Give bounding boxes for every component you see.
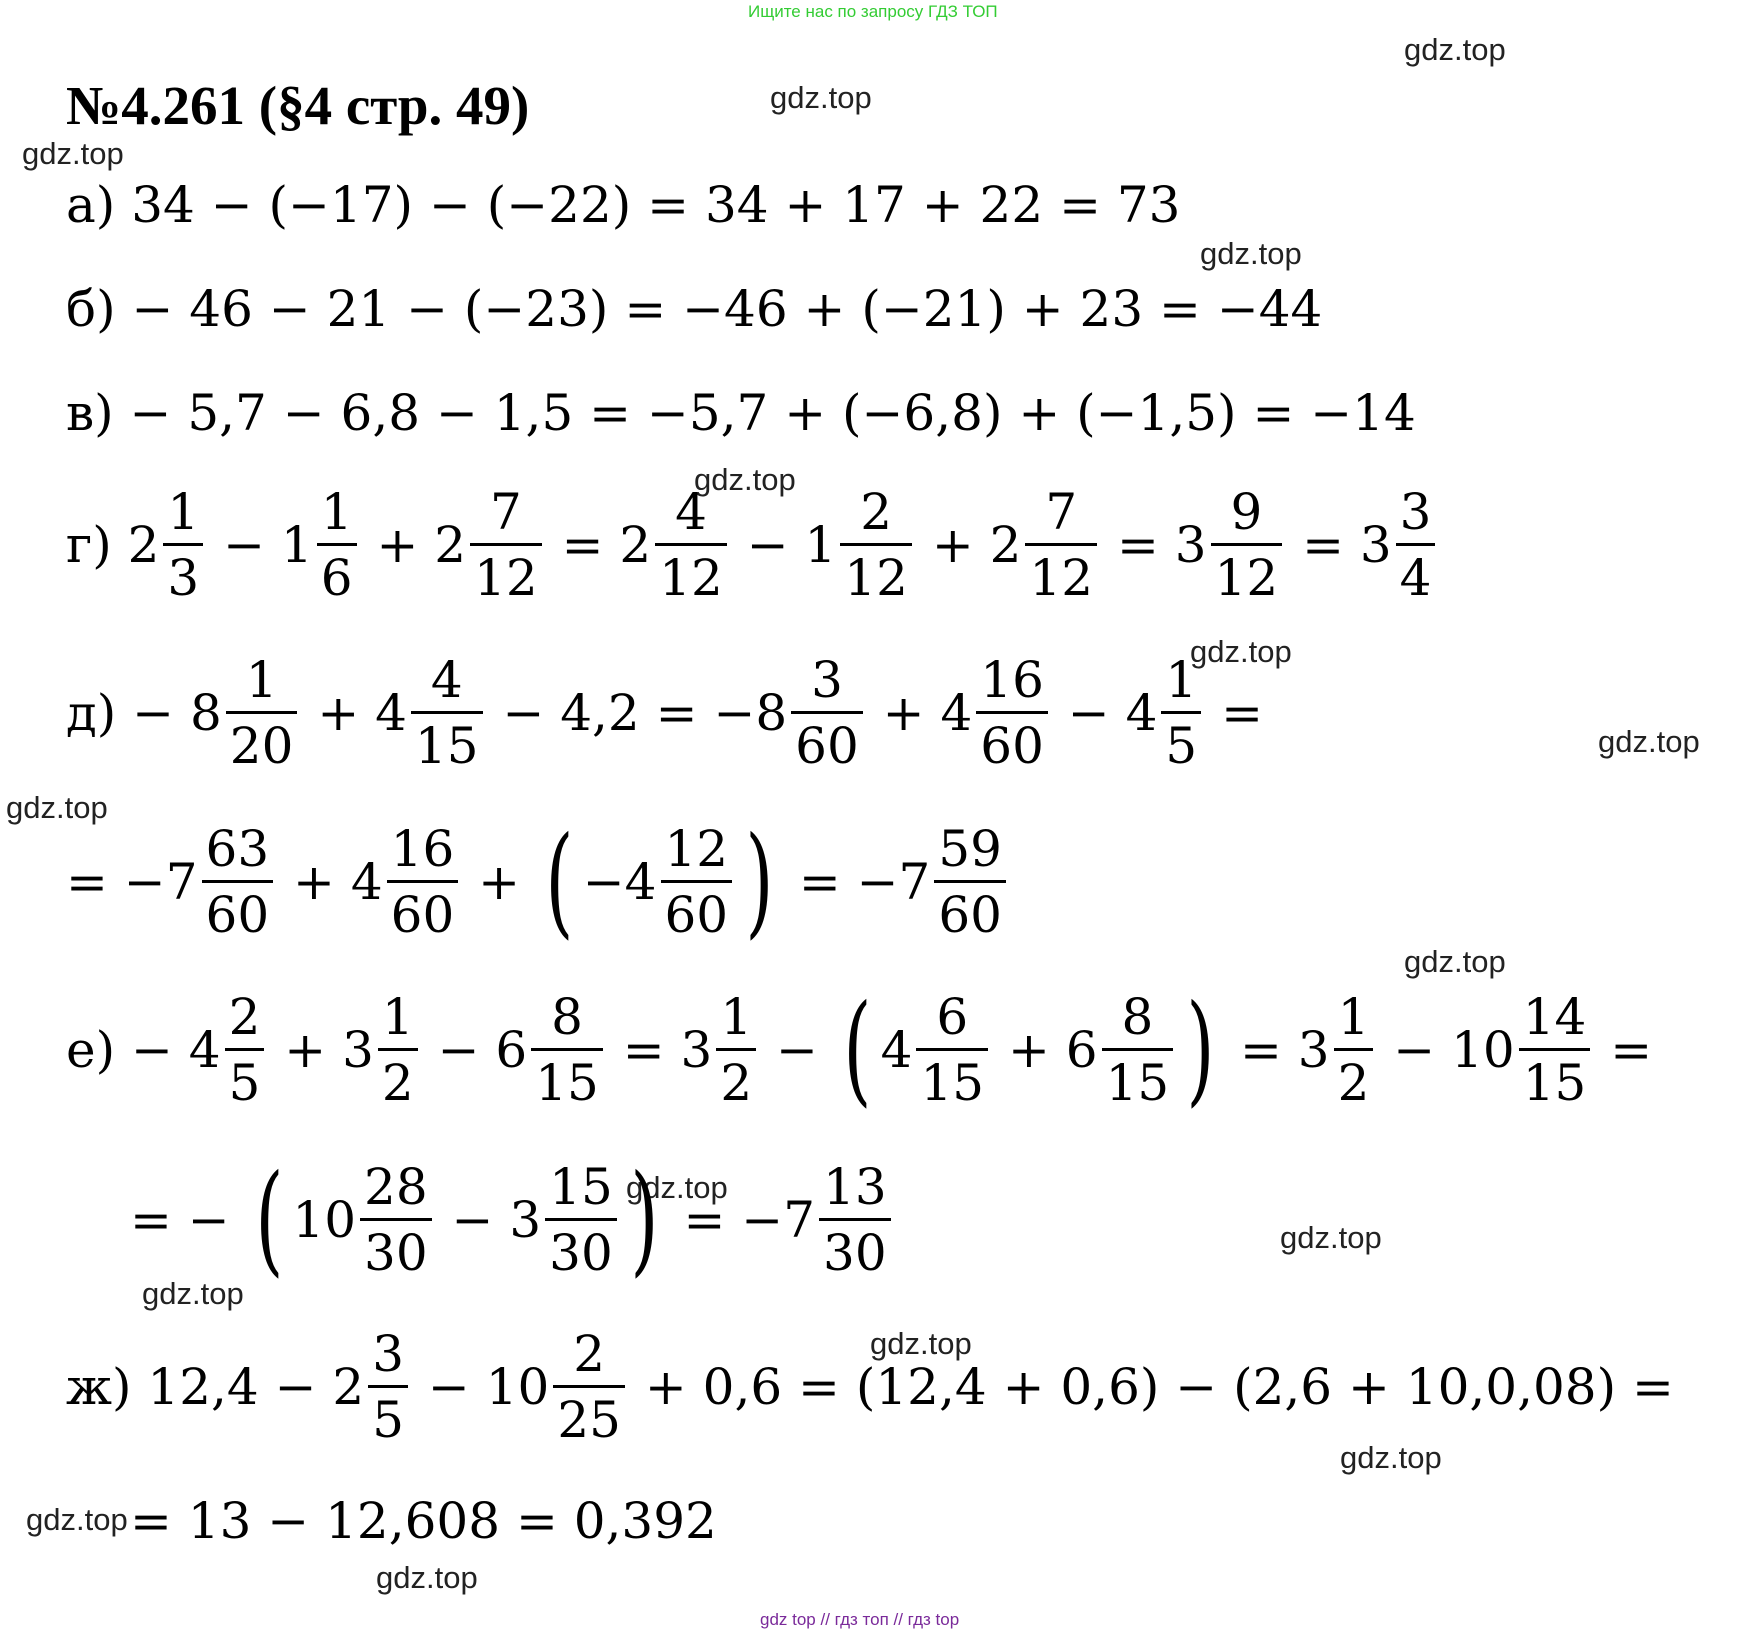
whole-part: 3	[509, 1191, 542, 1249]
fraction	[202, 820, 274, 944]
denominator: 60	[791, 711, 863, 773]
expr-label: = −	[130, 1191, 246, 1249]
solution-line-zh2: = 13 − 12,608 = 0,392	[130, 1492, 717, 1550]
numerator: 1	[1337, 988, 1370, 1046]
numerator: 4	[675, 483, 707, 541]
watermark: gdz.top	[626, 1170, 728, 1205]
watermark: gdz.top	[1280, 1220, 1382, 1255]
search-banner: Ищите нас по запросу ГДЗ ТОП	[748, 2, 998, 21]
numerator: 1	[381, 988, 414, 1046]
solution-line-e1	[66, 980, 1668, 1119]
watermark: gdz.top	[694, 462, 796, 497]
numerator: 1	[1165, 651, 1198, 709]
denominator: 12	[470, 543, 542, 605]
whole-part: 4	[350, 853, 383, 911]
solution-line-d2	[66, 812, 1010, 951]
close-paren: )	[1186, 980, 1215, 1119]
solution-line-zh1	[66, 1325, 1690, 1449]
numerator: 1	[245, 651, 278, 709]
whole-part: 2	[434, 516, 467, 574]
watermark: gdz.top	[870, 1326, 972, 1361]
expr-label: д) −	[66, 684, 190, 742]
numerator: 1	[720, 988, 753, 1046]
denominator: 6	[317, 543, 357, 605]
watermark: gdz.top	[6, 790, 108, 825]
fraction	[1334, 988, 1374, 1112]
solution-line-e2	[130, 1150, 895, 1289]
numerator: 59	[938, 820, 1002, 878]
solution-line-b: б) − 46 − 21 − (−23) = −46 + (−21) + 23 = −44	[66, 280, 1323, 338]
operator: −	[421, 1021, 496, 1079]
denominator: 60	[661, 880, 733, 942]
expr-label: е) −	[66, 1021, 189, 1079]
operator: +	[992, 1021, 1066, 1079]
numerator: 14	[1522, 988, 1587, 1046]
open-paren: (	[843, 980, 872, 1119]
denominator: 60	[202, 880, 274, 942]
whole-part: 4	[880, 1021, 913, 1079]
fraction	[1102, 988, 1174, 1112]
whole-part: −7	[856, 853, 931, 911]
numerator: 3	[372, 1325, 405, 1383]
fraction	[916, 988, 988, 1112]
operator: =	[1101, 516, 1175, 574]
whole-part: 8	[189, 684, 222, 742]
fraction	[531, 988, 603, 1112]
solution-line-a: а) 34 − (−17) − (−22) = 34 + 17 + 22 = 73	[66, 176, 1181, 234]
watermark: gdz.top	[376, 1560, 478, 1595]
operator: +	[360, 516, 435, 574]
numerator: 12	[664, 820, 729, 878]
denominator: 2	[1334, 1048, 1374, 1110]
watermark: gdz.top	[1598, 724, 1700, 759]
page-title: №4.261 (§4 стр. 49)	[66, 75, 530, 136]
numerator: 3	[1399, 483, 1432, 541]
operator: =	[606, 1021, 681, 1079]
numerator: 7	[1045, 483, 1078, 541]
whole-part: 10	[292, 1191, 357, 1249]
numerator: 8	[551, 988, 583, 1046]
denominator: 12	[1211, 543, 1283, 605]
denominator: 15	[916, 1048, 988, 1110]
whole-part: 4	[375, 684, 407, 742]
whole-part: 1	[804, 516, 837, 574]
fraction	[545, 1158, 617, 1282]
fraction	[840, 483, 912, 607]
denominator: 15	[1102, 1048, 1174, 1110]
whole-part: 4	[940, 684, 973, 742]
operator: =	[782, 853, 857, 911]
whole-part: −7	[123, 853, 198, 911]
whole-part: 2	[989, 516, 1022, 574]
watermark: gdz.top	[1404, 32, 1506, 67]
operator: +	[866, 684, 941, 742]
denominator: 30	[545, 1218, 617, 1280]
open-paren: (	[254, 1150, 284, 1289]
operator: =	[1286, 516, 1360, 574]
watermark: gdz.top	[1404, 944, 1506, 979]
fraction	[655, 483, 727, 607]
fraction	[360, 1158, 432, 1282]
whole-part: −7	[741, 1191, 816, 1249]
fraction	[1161, 651, 1201, 775]
denominator: 60	[976, 711, 1048, 773]
operator: −	[207, 516, 281, 574]
open-paren: (	[545, 812, 574, 951]
numerator: 3	[811, 651, 843, 709]
operator: +	[462, 853, 536, 911]
numerator: 4	[430, 651, 463, 709]
whole-part: 2	[332, 1358, 365, 1416]
whole-part: 6	[495, 1021, 528, 1079]
operator: −	[1051, 684, 1126, 742]
whole-part: 2	[127, 516, 160, 574]
denominator: 5	[368, 1385, 408, 1447]
operator: −	[412, 1358, 486, 1416]
solution-line-v: в) − 5,7 − 6,8 − 1,5 = −5,7 + (−6,8) + (−1,5) = −14	[66, 384, 1416, 442]
fraction	[226, 651, 298, 775]
fraction	[976, 651, 1048, 775]
numerator: 15	[549, 1158, 613, 1216]
fraction	[163, 483, 203, 607]
fraction	[791, 651, 863, 775]
operator: =	[667, 1191, 742, 1249]
denominator: 20	[226, 711, 298, 773]
denominator: 30	[819, 1218, 891, 1280]
operator: −	[730, 516, 805, 574]
fraction	[317, 483, 357, 607]
fraction	[661, 820, 733, 944]
whole-part: 3	[680, 1021, 713, 1079]
denominator: 12	[840, 543, 912, 605]
denominator: 5	[225, 1048, 265, 1110]
denominator: 60	[934, 880, 1006, 942]
watermark: gdz.top	[770, 80, 872, 115]
solution-line-g	[66, 483, 1439, 607]
denominator: 15	[411, 711, 483, 773]
denominator: 15	[531, 1048, 603, 1110]
whole-part: 6	[1065, 1021, 1098, 1079]
fraction	[411, 651, 483, 775]
close-paren: )	[630, 1150, 659, 1289]
whole-part: 10	[485, 1358, 550, 1416]
denominator: 5	[1161, 711, 1201, 773]
numerator: 63	[205, 820, 270, 878]
fraction	[819, 1158, 891, 1282]
whole-part: 4	[1125, 684, 1158, 742]
operator: =	[1224, 1021, 1298, 1079]
fraction	[1396, 483, 1436, 607]
denominator: 2	[716, 1048, 756, 1110]
denominator: 25	[553, 1385, 625, 1447]
close-paren: )	[745, 812, 774, 951]
fraction	[716, 988, 756, 1112]
operator: −	[435, 1191, 510, 1249]
expr-label: ж) 12,4 −	[66, 1358, 333, 1416]
fraction	[225, 988, 265, 1112]
expr-label: г)	[66, 516, 128, 574]
whole-part: 10	[1451, 1021, 1515, 1079]
watermark: gdz.top	[1340, 1440, 1442, 1475]
whole-part: 4	[188, 1021, 221, 1079]
operator: +	[915, 516, 990, 574]
denominator: 15	[1519, 1048, 1591, 1110]
numerator: 1	[167, 483, 200, 541]
watermark: gdz.top	[142, 1276, 244, 1311]
solution-line-d1	[66, 651, 1279, 775]
footer-links: gdz top // гдз топ // гдз top	[760, 1610, 960, 1629]
numerator: 2	[573, 1325, 606, 1383]
numerator: 2	[228, 988, 261, 1046]
expr-label: =	[66, 853, 124, 911]
operator: =	[1594, 1021, 1668, 1079]
denominator: 30	[360, 1218, 432, 1280]
fraction	[553, 1325, 625, 1449]
watermark: gdz.top	[1190, 634, 1292, 669]
denominator: 3	[163, 543, 203, 605]
watermark: gdz.top	[26, 1502, 128, 1537]
denominator: 12	[655, 543, 727, 605]
operator: −	[760, 1021, 834, 1079]
whole-part: 3	[1297, 1021, 1330, 1079]
whole-part: 3	[1174, 516, 1207, 574]
fraction	[368, 1325, 408, 1449]
fraction	[1211, 483, 1283, 607]
operator: =	[1205, 684, 1279, 742]
fraction	[378, 988, 418, 1112]
operator: −	[1377, 1021, 1452, 1079]
numerator: 7	[489, 483, 522, 541]
numerator: 13	[823, 1158, 887, 1216]
numerator: 9	[1230, 483, 1263, 541]
numerator: 16	[390, 820, 455, 878]
numerator: 2	[860, 483, 893, 541]
watermark: gdz.top	[1200, 236, 1302, 271]
denominator: 2	[378, 1048, 418, 1110]
whole-part: −4	[582, 853, 657, 911]
fraction	[387, 820, 459, 944]
whole-part: 3	[342, 1021, 374, 1079]
numerator: 6	[936, 988, 969, 1046]
whole-part: −8	[713, 684, 788, 742]
operator: +	[268, 1021, 343, 1079]
denominator: 12	[1025, 543, 1097, 605]
numerator: 8	[1121, 988, 1154, 1046]
denominator: 4	[1396, 543, 1436, 605]
fraction	[934, 820, 1006, 944]
whole-part: 1	[280, 516, 313, 574]
operator: =	[545, 516, 620, 574]
watermark: gdz.top	[22, 136, 124, 171]
numerator: 1	[320, 483, 353, 541]
fraction	[470, 483, 542, 607]
fraction	[1519, 988, 1591, 1112]
operator: +	[301, 684, 376, 742]
numerator: 28	[364, 1158, 428, 1216]
operator: +	[277, 853, 351, 911]
numerator: 16	[980, 651, 1044, 709]
operator: + 0,6 = (12,4 + 0,6) − (2,6 + 10,0,08) =	[628, 1358, 1690, 1416]
fraction	[1025, 483, 1097, 607]
denominator: 60	[387, 880, 459, 942]
whole-part: 3	[1359, 516, 1392, 574]
whole-part: 2	[619, 516, 652, 574]
operator: − 4,2 =	[486, 684, 714, 742]
